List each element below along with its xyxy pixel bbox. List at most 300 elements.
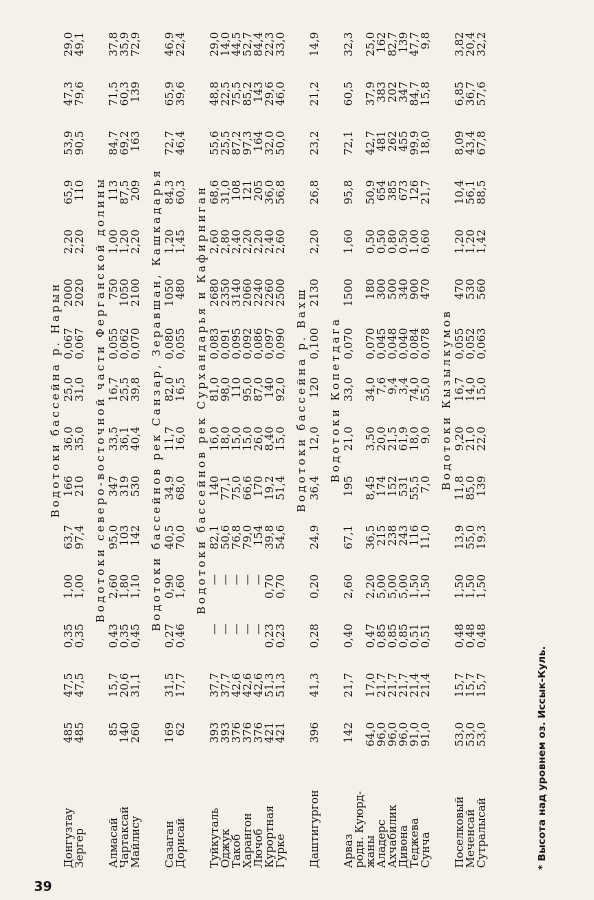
value-cell: 35,9	[118, 32, 131, 57]
value-cell: 19,3	[475, 525, 488, 550]
value-cell: 347	[397, 81, 410, 103]
value-cell: 22,5	[219, 81, 232, 106]
value-cell: 21,4	[408, 672, 421, 698]
value-cell: 77,1	[219, 475, 232, 501]
value-cell: 50,6	[219, 525, 232, 550]
value-cell: 481	[375, 130, 388, 152]
value-cell: 0,067	[62, 327, 75, 360]
value-cell: 64,0	[364, 722, 377, 747]
value-cell: 72,1	[342, 130, 355, 156]
value-cell: 34,9	[163, 475, 176, 501]
value-cell: —	[208, 574, 221, 586]
value-cell: 17,7	[174, 672, 187, 698]
value-cell: 166	[62, 475, 75, 497]
value-cell: 18,0	[408, 426, 421, 451]
value-cell: 421	[274, 722, 287, 744]
value-cell: 5,00	[397, 574, 410, 599]
value-cell: 750	[107, 278, 120, 300]
value-cell: 0,040	[397, 327, 410, 360]
value-cell: 96,0	[397, 722, 410, 747]
value-cell: 21,7	[397, 672, 410, 698]
value-cell: 262	[386, 130, 399, 152]
value-cell: 0,100	[308, 327, 321, 360]
value-cell: 2,20	[308, 229, 321, 254]
value-cell: 16,7	[453, 377, 466, 402]
value-cell: 143	[252, 81, 265, 103]
value-cell: 60,3	[174, 180, 187, 205]
value-cell: 3,82	[453, 32, 466, 57]
value-cell: 1500	[342, 278, 355, 307]
value-cell: 75,0	[230, 475, 243, 501]
value-cell: 2020	[73, 278, 86, 307]
value-cell: 0,055	[174, 327, 187, 360]
table-body	[47, 30, 487, 870]
section-gap	[286, 30, 293, 870]
section-header-spacer	[193, 769, 209, 870]
value-cell: 22,0	[475, 426, 488, 451]
value-cell: 62	[174, 722, 187, 737]
value-cell: 55,5	[408, 475, 421, 501]
value-cell: 37,7	[219, 672, 232, 698]
value-cell: 36,1	[118, 426, 131, 451]
table-row	[175, 30, 186, 870]
value-cell: 21,0	[464, 426, 477, 451]
value-cell: —	[252, 623, 265, 635]
value-cell: 47,5	[73, 672, 86, 698]
value-cell: —	[252, 574, 265, 586]
value-cell: 72,7	[163, 130, 176, 156]
value-cell: 0,35	[62, 623, 75, 649]
value-cell: 42,7	[364, 130, 377, 156]
value-cell: 163	[129, 130, 142, 152]
value-cell: 99,9	[408, 130, 421, 156]
value-cell: 31,5	[163, 672, 176, 698]
gap-cell	[320, 30, 327, 870]
value-cell: 75,5	[230, 81, 243, 106]
value-cell: —	[208, 623, 221, 635]
value-cell: 2,40	[230, 229, 243, 254]
value-cell: 0,50	[364, 229, 377, 254]
stream-name: Сутралысай	[475, 797, 488, 868]
value-cell: 56,8	[274, 180, 287, 205]
value-cell: 139	[129, 81, 142, 103]
stream-name: Аладерс	[375, 819, 388, 868]
value-cell: 376	[241, 722, 254, 744]
value-cell: 1,20	[464, 229, 477, 254]
value-cell: 84,4	[252, 32, 265, 57]
value-cell: 0,60	[419, 229, 432, 254]
value-cell: 113	[107, 180, 120, 202]
value-cell: 26,0	[252, 426, 265, 451]
value-cell: 33,0	[274, 32, 287, 57]
stream-name: Алмасай	[107, 817, 120, 868]
value-cell: 10,4	[453, 180, 466, 205]
value-cell: 0,048	[386, 327, 399, 360]
value-cell: 3140	[230, 278, 243, 307]
value-cell: 31,0	[219, 180, 232, 205]
value-cell: 56,1	[464, 180, 477, 205]
stream-name: Майлису	[129, 815, 142, 868]
value-cell: 347	[107, 475, 120, 497]
value-cell: 15,0	[230, 426, 243, 451]
gap-cell	[85, 30, 92, 870]
stream-name: Гурке	[274, 833, 287, 868]
value-cell: 0,070	[364, 327, 377, 360]
value-cell: 140	[208, 475, 221, 497]
value-cell: 340	[397, 278, 410, 300]
value-cell: 95,0	[107, 525, 120, 550]
value-cell: 0,28	[308, 623, 321, 649]
value-cell: 21,4	[419, 672, 432, 698]
value-cell: 39,8	[129, 377, 142, 402]
value-cell: 0,43	[107, 623, 120, 649]
value-cell: 0,85	[375, 623, 388, 649]
value-cell: 1,20	[163, 229, 176, 254]
value-cell: 47,5	[62, 672, 75, 698]
value-cell: 0,50	[397, 229, 410, 254]
value-cell: 96,0	[375, 722, 388, 747]
value-cell: 14,9	[308, 32, 321, 57]
value-cell: 319	[118, 475, 131, 497]
value-cell: 44,5	[230, 32, 243, 57]
value-cell: 2,20	[73, 229, 86, 254]
value-cell: 1050	[118, 278, 131, 307]
value-cell: 2680	[208, 278, 221, 307]
value-cell: 82,7	[386, 32, 399, 57]
value-cell: 42,6	[230, 672, 243, 698]
value-cell: 9,0	[419, 426, 432, 444]
value-cell: 52,7	[241, 32, 254, 57]
value-cell: 87,0	[252, 377, 265, 402]
stream-name: Ахчабилик	[386, 804, 399, 868]
value-cell: 2,20	[129, 229, 142, 254]
value-cell: —	[241, 574, 254, 586]
value-cell: 11,0	[419, 525, 432, 550]
value-cell: 174	[375, 475, 388, 497]
value-cell: 103	[118, 525, 131, 547]
value-cell: 500	[386, 278, 399, 300]
value-cell: 47,7	[408, 32, 421, 57]
value-cell: 421	[263, 722, 276, 744]
value-cell: 82,0	[163, 377, 176, 402]
value-cell: 96,0	[386, 722, 399, 747]
value-cell: 0,045	[375, 327, 388, 360]
section-gap	[85, 30, 92, 870]
value-cell: 22,4	[174, 32, 187, 57]
value-cell: 11,7	[163, 426, 176, 451]
value-cell: 673	[397, 180, 410, 202]
value-cell: 15,7	[453, 672, 466, 698]
value-cell: 67,1	[342, 525, 355, 550]
value-cell: —	[230, 574, 243, 586]
value-cell: 9,8	[419, 32, 432, 50]
section-header	[438, 30, 454, 870]
value-cell: 1,00	[62, 574, 75, 599]
value-cell: 396	[308, 722, 321, 744]
value-cell: 81,0	[208, 377, 221, 402]
value-cell: 0,092	[241, 327, 254, 360]
value-cell: 0,055	[107, 327, 120, 360]
value-cell: 21,7	[386, 672, 399, 698]
stream-name: Оджук	[219, 828, 232, 868]
value-cell: 654	[375, 180, 388, 202]
value-cell: 2,20	[252, 229, 265, 254]
value-cell: 0,51	[419, 623, 432, 649]
value-cell: 260	[129, 722, 142, 744]
value-cell: 0,097	[263, 327, 276, 360]
stream-name: Даштигургон	[308, 789, 321, 868]
value-cell: 31,0	[73, 377, 86, 402]
table-row	[476, 30, 487, 870]
stream-name: Такоб	[230, 833, 243, 868]
value-cell: 0,080	[163, 327, 176, 360]
value-cell: 37,7	[208, 672, 221, 698]
value-cell: 1,50	[453, 574, 466, 599]
value-cell: 238	[386, 525, 399, 547]
value-cell: 1050	[163, 278, 176, 307]
stream-name: Поселковый	[453, 796, 466, 868]
stream-name: Чартаксай	[118, 806, 131, 868]
value-cell: 376	[252, 722, 265, 744]
value-cell: 0,85	[397, 623, 410, 649]
value-cell: 11,8	[453, 475, 466, 501]
stream-name: Туйкуталь	[208, 807, 221, 868]
stream-name: Донгузтау	[62, 807, 75, 868]
value-cell: 15,0	[475, 377, 488, 402]
value-cell: 2060	[241, 278, 254, 307]
value-cell: 98,0	[219, 377, 232, 402]
table-row	[74, 30, 85, 870]
section-title: Водотоки северо-восточной части Ферганской долины	[94, 176, 107, 623]
value-cell: 0,078	[419, 327, 432, 360]
value-cell: 79,0	[241, 525, 254, 550]
value-cell: 0,090	[274, 327, 287, 360]
value-cell: 40,5	[163, 525, 176, 550]
value-cell: 1,00	[107, 229, 120, 254]
value-cell: 87,5	[118, 180, 131, 205]
stream-name: Дивона	[397, 825, 410, 868]
value-cell: 88,5	[475, 180, 488, 205]
value-cell: 530	[129, 475, 142, 497]
value-cell: 2,60	[208, 229, 221, 254]
value-cell: 164	[252, 130, 265, 152]
value-cell: 1,50	[419, 574, 432, 599]
value-cell: 0,48	[464, 623, 477, 649]
value-cell: 68,0	[174, 475, 187, 501]
gap-cell	[186, 30, 193, 870]
value-cell: 110	[230, 377, 243, 399]
section-title: Водотоки бассейна р. Вахш	[295, 287, 308, 513]
value-cell: —	[241, 623, 254, 635]
value-cell: 61,9	[397, 426, 410, 451]
value-cell: 2,60	[274, 229, 287, 254]
value-cell: 36,0	[263, 180, 276, 205]
value-cell: 0,70	[274, 574, 287, 599]
stream-name: Зергер	[73, 828, 86, 868]
value-cell: 2130	[308, 278, 321, 307]
value-cell: 5,00	[375, 574, 388, 599]
value-cell: —	[219, 623, 232, 635]
value-cell: 560	[475, 278, 488, 300]
value-cell: 31,1	[129, 672, 142, 698]
value-cell: 29,0	[208, 32, 221, 57]
value-cell: 142	[342, 722, 355, 744]
value-cell: 15,8	[419, 81, 432, 106]
value-cell: 84,3	[163, 180, 176, 205]
value-cell: 2000	[62, 278, 75, 307]
value-cell: 29,6	[263, 81, 276, 106]
value-cell: 1,80	[118, 574, 131, 599]
value-cell: 139	[397, 32, 410, 53]
value-cell: 46,9	[163, 32, 176, 57]
section-header-spacer	[47, 769, 63, 870]
value-cell: 29,0	[62, 32, 75, 57]
value-cell: 18,0	[419, 130, 432, 156]
value-cell: 26,8	[308, 180, 321, 205]
table-row	[343, 30, 354, 870]
stream-name: Сазаган	[163, 820, 176, 868]
stream-name: Сунча	[419, 831, 432, 868]
value-cell: 142	[129, 525, 142, 547]
value-cell: 87,2	[230, 130, 243, 156]
value-cell: 0,46	[174, 623, 187, 649]
value-cell: 0,062	[118, 327, 131, 360]
value-cell: 1,60	[174, 574, 187, 599]
value-cell: 0,51	[408, 623, 421, 649]
value-cell: 20,6	[118, 672, 131, 698]
value-cell: 154	[252, 525, 265, 547]
value-cell: 180	[364, 278, 377, 300]
value-cell: 376	[230, 722, 243, 744]
value-cell: 55,6	[208, 130, 221, 156]
value-cell: 51,3	[263, 672, 276, 698]
value-cell: 126	[408, 180, 421, 202]
value-cell: 71,5	[107, 81, 120, 106]
value-cell: 8,45	[364, 475, 377, 501]
value-cell: 13,9	[453, 525, 466, 550]
value-cell: 25,5	[219, 130, 232, 156]
value-cell: 74,0	[408, 377, 421, 402]
hydrology-table	[47, 30, 487, 870]
value-cell: 2,40	[263, 229, 276, 254]
value-cell: 0,45	[129, 623, 142, 649]
value-cell: 485	[62, 722, 75, 744]
value-cell: 169	[163, 722, 176, 744]
value-cell: 97,3	[241, 130, 254, 156]
value-cell: 57,6	[475, 81, 488, 106]
section-title: Водотоки бассейнов рек Сурхандарья и Кафирниган	[195, 184, 208, 615]
value-cell: 900	[408, 278, 421, 300]
value-cell: 209	[129, 180, 142, 202]
value-cell: 8,09	[453, 130, 466, 156]
value-cell: 47,3	[62, 81, 75, 106]
value-cell: 15,0	[241, 426, 254, 451]
footnote: * Высота над уровнем оз. Иссык-Куль.	[537, 646, 548, 870]
value-cell: 39,8	[263, 525, 276, 550]
value-cell: 215	[375, 525, 388, 547]
value-cell: 40,4	[129, 426, 142, 451]
value-cell: 84,7	[408, 81, 421, 106]
value-cell: 393	[219, 722, 232, 744]
value-cell: 3,50	[364, 426, 377, 451]
value-cell: 15,0	[274, 426, 287, 451]
value-cell: 0,70	[263, 574, 276, 599]
gap-cell	[141, 30, 148, 870]
value-cell: 42,6	[241, 672, 254, 698]
value-cell: 53,0	[475, 722, 488, 747]
value-cell: —	[219, 574, 232, 586]
value-cell: 35,0	[73, 426, 86, 451]
value-cell: 21,7	[342, 672, 355, 698]
value-cell: 139	[475, 475, 488, 497]
value-cell: 25,0	[62, 377, 75, 402]
value-cell: 25,0	[364, 32, 377, 57]
value-cell: 2100	[129, 278, 142, 307]
value-cell: 50,9	[364, 180, 377, 205]
table-row	[309, 30, 320, 870]
value-cell: 1,42	[475, 229, 488, 254]
value-cell: 0,091	[219, 327, 232, 360]
value-cell: 2350	[219, 278, 232, 307]
value-cell: 2500	[274, 278, 287, 307]
section-header	[293, 30, 309, 870]
value-cell: 82,1	[208, 525, 221, 550]
value-cell: 6,85	[453, 81, 466, 106]
value-cell: 76,8	[230, 525, 243, 550]
section-header-spacer	[438, 769, 454, 870]
value-cell: 1,50	[408, 574, 421, 599]
value-cell: 92,0	[274, 377, 287, 402]
value-cell: 195	[342, 475, 355, 497]
value-cell: 15,7	[107, 672, 120, 698]
stream-name: Дорисай	[174, 818, 187, 868]
value-cell: 36,4	[308, 475, 321, 501]
value-cell: 0,055	[453, 327, 466, 360]
value-cell: 39,6	[174, 81, 187, 106]
value-cell: 8,40	[263, 426, 276, 451]
value-cell: 20,4	[464, 32, 477, 57]
value-cell: 32,3	[342, 32, 355, 57]
gap-cell	[286, 30, 293, 870]
value-cell: 0,80	[386, 229, 399, 254]
value-cell: 7,0	[419, 475, 432, 494]
value-cell: 90,5	[73, 130, 86, 156]
value-cell: 205	[252, 180, 265, 202]
stream-name: Меченсай	[464, 809, 477, 868]
value-cell: 91,0	[419, 722, 432, 747]
value-cell: 0,23	[263, 623, 276, 649]
value-cell: 0,084	[408, 327, 421, 360]
value-cell: 69,2	[118, 130, 131, 156]
section-title: Водотоки бассейнов рек Санзар, Зеравшан, Кашкадарья	[150, 168, 163, 632]
value-cell: 0,067	[73, 327, 86, 360]
value-cell: 300	[375, 278, 388, 300]
value-cell: 20,0	[375, 426, 388, 451]
value-cell: 1,45	[174, 229, 187, 254]
value-cell: 23,2	[308, 130, 321, 156]
section-title: Водотоки Кызылкумов	[440, 308, 453, 491]
value-cell: 65,9	[62, 180, 75, 205]
value-cell: 43,4	[464, 130, 477, 156]
value-cell: 16,7	[107, 377, 120, 402]
value-cell: 1,10	[129, 574, 142, 599]
section-header-spacer	[148, 769, 164, 870]
value-cell: 36,7	[464, 81, 477, 106]
value-cell: 116	[408, 525, 421, 547]
value-cell: 79,6	[73, 81, 86, 106]
value-cell: 15,7	[464, 672, 477, 698]
value-cell: 51,3	[274, 672, 287, 698]
